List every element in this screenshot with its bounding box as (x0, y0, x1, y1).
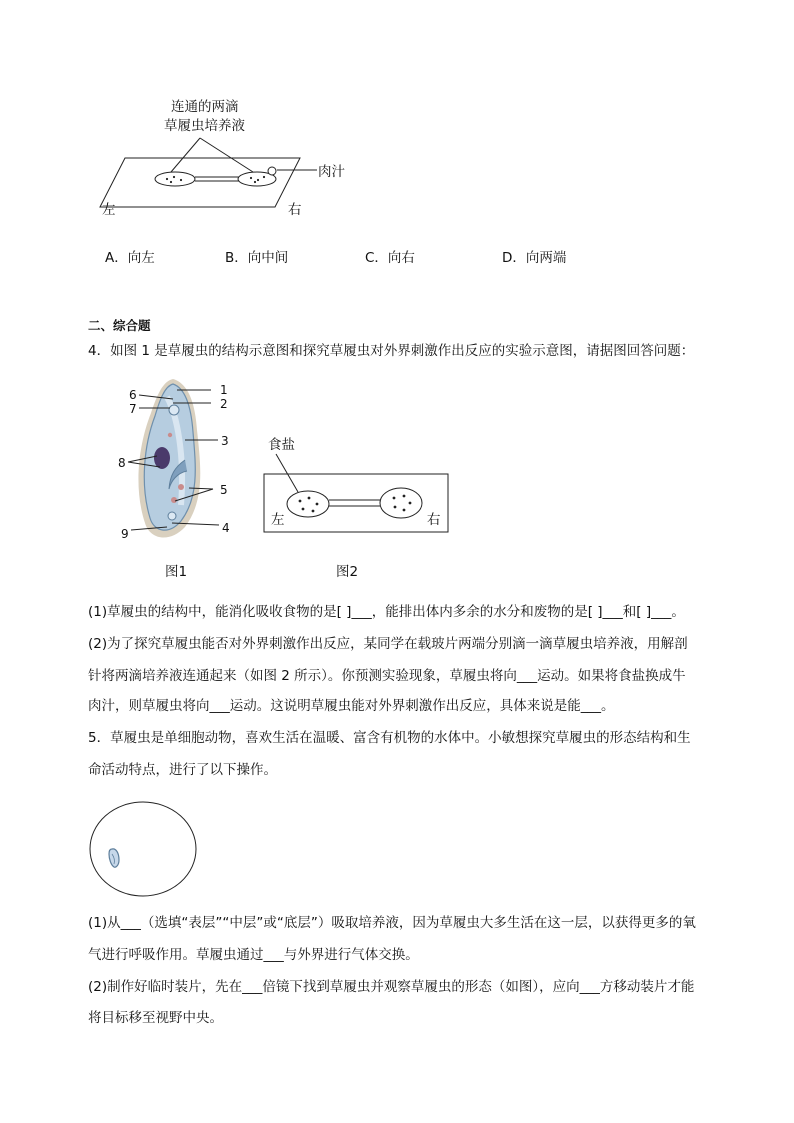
food-vacuole (178, 484, 184, 490)
fig2-caption: 图2 (336, 564, 359, 580)
slide-right-label: 右 (288, 202, 302, 218)
fig1-label-6: 6 (129, 388, 137, 402)
left-drop (155, 172, 195, 186)
fig2-right-label: 右 (427, 512, 441, 528)
meat-juice-drop (268, 167, 276, 175)
contractile-vacuole-bottom (168, 512, 176, 520)
contractile-vacuole-top (169, 405, 179, 415)
option-b[interactable]: B．向中间 (225, 250, 289, 266)
fig1-label-2: 2 (220, 397, 228, 411)
fig2-right-drop (380, 488, 422, 518)
q5-part1-line2: 气进行呼吸作用。草履虫通过___与外界进行气体交换。 (88, 947, 419, 963)
drops-label-line1: 连通的两滴 (171, 99, 239, 115)
q5-stem-line2: 命活动特点，进行了以下操作。 (88, 762, 277, 778)
q4-part1: (1)草履虫的结构中，能消化吸收食物的是[ ]___，能排出体内多余的水分和废物的是[ ]___和[ ]___。 (88, 604, 685, 620)
drops-label-line2: 草履虫培养液 (164, 118, 245, 134)
option-c[interactable]: C．向右 (365, 250, 415, 266)
meat-juice-label: 肉汁 (318, 164, 345, 180)
fig1-label-8: 8 (118, 456, 126, 470)
q4-part2-line1: (2)为了探究草履虫能否对外界刺激作出反应，某同学在载玻片两端分别滴一滴草履虫培养液，用解剖 (88, 636, 688, 652)
q5-part1-line1: (1)从___（选填“表层”“中层”或“底层”）吸取培养液，因为草履虫大多生活在这一层，以获得更多的氧 (88, 915, 696, 931)
q5-part2-line1: (2)制作好临时装片，先在___倍镜下找到草履虫并观察草履虫的形态（如图），应向___方移动装片才能 (88, 979, 695, 995)
field-of-view-circle (90, 802, 196, 896)
option-d[interactable]: D．向两端 (502, 250, 567, 266)
glass-slide (100, 158, 300, 207)
fig1-label-9: 9 (121, 527, 129, 541)
fig1-label-7: 7 (129, 402, 137, 416)
nucleus (154, 447, 170, 469)
fig2-left-drop (287, 491, 329, 517)
microscope-field (88, 801, 200, 899)
fig1-label-5: 5 (220, 483, 228, 497)
q4-stem: 4．如图 1 是草履虫的结构示意图和探究草履虫对外界刺激作出反应的实验示意图，请据图回答问题： (88, 343, 695, 359)
slide-box (264, 474, 448, 532)
q5-stem-line1: 5．草履虫是单细胞动物，喜欢生活在温暖、富含有机物的水体中。小敏想探究草履虫的形态结构和生 (88, 730, 691, 746)
section-heading: 二、综合题 (88, 318, 151, 333)
q4-part2-line3: 肉汁，则草履虫将向___运动。这说明草履虫能对外界刺激作出反应，具体来说是能___。 (88, 698, 615, 714)
q4-part2-line2: 针将两滴培养液连通起来（如图 2 所示）。你预测实验现象，草履虫将向___运动。如果将食盐换成牛 (88, 668, 686, 684)
fig1-caption: 图1 (165, 564, 188, 580)
fig1-label-4: 4 (222, 521, 230, 535)
salt-label: 食盐 (268, 437, 295, 453)
fig1-label-3: 3 (221, 434, 229, 448)
q5-part2-line2: 将目标移至视野中央。 (88, 1010, 223, 1026)
slide-left-label: 左 (102, 202, 116, 218)
option-a[interactable]: A．向左 (105, 250, 155, 266)
fig1-label-1: 1 (220, 383, 228, 397)
fig2-left-label: 左 (271, 512, 285, 528)
